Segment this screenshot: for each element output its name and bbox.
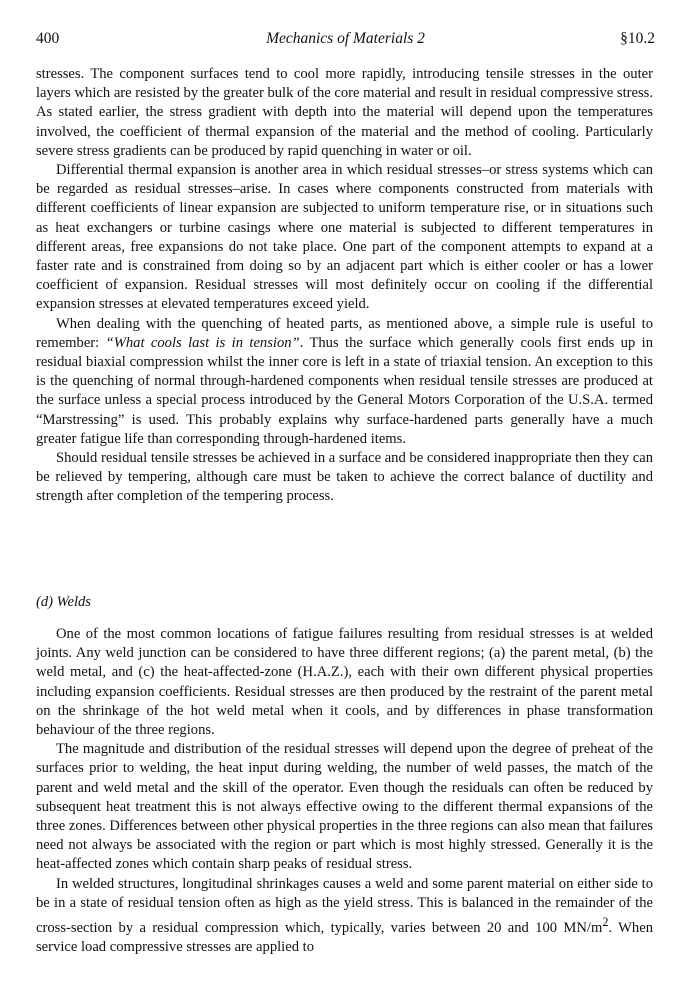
- paragraph-longitudinal-shrinkage: [36, 875, 653, 958]
- unit-superscript: 2: [602, 915, 609, 930]
- paragraph-weld-regions: One of the most common locations of fatigue failures resulting from residual stresses is at welded joints. Any weld junction can be considered to have three different regions; (a) the parent metal, (b) the weld metal, and (c) the heat-affected-zone (H.A.Z.), each with their own different physical properties including expansion coefficients. Residual stresses are then produced by the restraint of the parent metal on the shrinkage of the hot weld metal when it cools, and by differences in phase transformation behaviour of the three regions.: [36, 626, 653, 739]
- paragraph-quenching-rule: [36, 315, 653, 449]
- page-number: 400: [36, 30, 60, 47]
- paragraph-residual-magnitude: The magnitude and distribution of the residual stresses will depend upon the degree of preheat of the surfaces prior to welding, the heat input during welding, the number of weld passes, the match of the parent and weld metal and the skill of the operator. Even though the residuals can often be reduced by subsequent heat treatment this is not always effective owing to the different thermal expansions of the three zones. Differences between other physical properties in the three regions can also mean that failures need not always be associated with the region or part which is most highly stressed. Generally it is the heat-affected zones which contain sharp peaks of residual stress.: [36, 741, 653, 873]
- section-reference: §10.2: [620, 30, 655, 47]
- paragraph-tempering: Should residual tensile stresses be achieved in a surface and be considered inappropriate then they can be relieved by tempering, although care must be taken to achieve the correct balance of ductility and strength after completion of the tempering process.: [36, 450, 653, 505]
- paragraph-quenching-rule-lead: When dealing with the quenching of heated parts, as mentioned above, a simple rule is useful to remember:: [36, 315, 653, 351]
- paragraph-quenching-rule-tail: . Thus the surface which generally cools first ends up in residual biaxial compression whilst the inner core is left in a state of triaxial tension. An exception to this is the quenching of normal through-hardened components when residual tensile stresses are produced at the surface unless a special process introduced by the General Motors Corporation of the U.S.A. termed “Marstressing” is used. This probably explains why surface-hardened parts generally have a much greater fatigue life than corresponding through-hardened items.: [36, 334, 654, 447]
- section-residual-stresses-text: [36, 65, 653, 507]
- section-heading-welds: (d) Welds: [36, 594, 91, 610]
- paragraph-longitudinal-shrinkage-lead: In welded structures, longitudinal shrinkages causes a weld and some parent material on either side to be in a state of residual tension often as high as the yield stress. This is balanced in the remainder of the cross-section by a residual compression which, typically, varies between 20 and 100 MN/m: [36, 875, 653, 936]
- running-title: Mechanics of Materials 2: [266, 30, 425, 47]
- running-header: [36, 30, 655, 52]
- paragraph-quenching-gradient: stresses. The component surfaces tend to cool more rapidly, introducing tensile stresses in the outer layers which are resisted by the greater bulk of the core material and result in residual compressive stress. As stated earlier, the stress gradient with depth into the material will depend upon the temperatures involved, the coefficient of thermal expansion of the material and the method of cooling. Particularly severe stress gradients can be produced by rapid quenching in water or oil.: [36, 66, 653, 159]
- quenching-rule-quote: “What cools last is in tension”: [105, 334, 300, 351]
- paragraph-longitudinal-shrinkage-tail: . When service load compressive stresses are applied to: [36, 919, 653, 956]
- paragraph-differential-expansion: Differential thermal expansion is another area in which residual stresses–or stress systems which can be regarded as residual stresses–arise. In cases where components constructed from materials with different coefficients of linear expansion are subjected to uniform temperature rise, or in situations such as heat exchangers or turbine casings where one material is subjected to different temperatures in different areas, free expansions do not take place. One part of the component attempts to expand at a faster rate and is constrained from doing so by an adjacent part which is either cooler or has a lower coefficient of expansion. Residual stresses will most definitely occur on cooling if the differential expansion stresses at elevated temperatures exceed yield.: [36, 162, 653, 313]
- section-welds-text: [36, 625, 653, 957]
